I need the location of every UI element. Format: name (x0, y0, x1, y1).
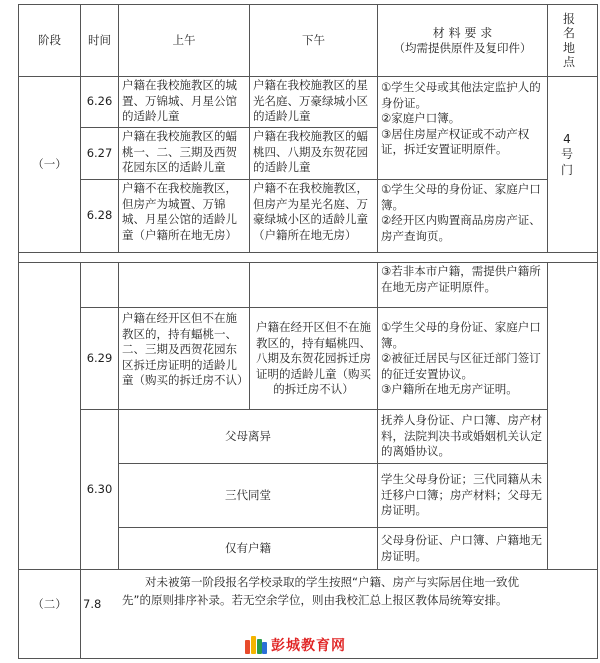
header-materials-title: 材 料 要 求 (432, 25, 493, 40)
stage2-text: 对未被第一阶段报名学校录取的学生按照“户籍、房产与实际居住地一致优先”的原则排序补录。若无空余学位，则由我校汇总上报区教体局统筹安排。 (122, 575, 519, 607)
stage1-row2-date: 6.27 (86, 145, 113, 160)
books-icon (245, 636, 267, 654)
stage1-row3-morning: 户籍不在我校施教区，但房产为城置、万锦城、月星公馆的适龄儿童（户籍所在地无房） (122, 181, 237, 242)
row630-category-2: 三代同堂 (225, 487, 271, 502)
row629-morning: 户籍在经开区但不在施教区的，持有蝠桃一、二、三期及西贺花园东区拆迁房证明的适龄儿童（购买的拆迁房不认） (122, 311, 249, 388)
header-time: 时间 (88, 32, 111, 47)
stage1-row2-afternoon: 户籍在我校施教区的蝠桃四、八期及东贺花园的适龄儿童 (253, 129, 368, 175)
row630-category-1: 父母离异 (225, 428, 271, 443)
row630-category-3: 仅有户籍 (225, 540, 271, 555)
stage1-row1-afternoon: 户籍在我校施教区的星光名庭、万豪绿城小区的适龄儿童 (253, 78, 368, 124)
stage1-label: （一） (32, 156, 67, 171)
header-location: 报名地点 (562, 11, 575, 69)
row630-materials-1: 抚养人身份证、户口簿、房产材料，法院判决书或婚姻机关认定的离婚协议。 (381, 413, 542, 459)
header-morning: 上午 (172, 32, 196, 47)
stage1-materials-a: ①学生父母或其他法定监护人的身份证。 ②家庭户口簿。 ③居住房屋产权证或不动产权证，拆迁安置证明原件。 (381, 80, 541, 157)
header-materials (378, 5, 547, 76)
header-afternoon: 下午 (302, 32, 325, 47)
stage1-row1-morning: 户籍在我校施教区的城置、万锦城、月星公馆的适龄儿童 (122, 78, 237, 124)
header-materials-note: （均需提供原件及复印件） (393, 40, 532, 55)
stage1-materials-b: ①学生父母的身份证、家庭户口簿。 ②经开区内购置商品房房产证、房产查询页。 (381, 182, 541, 243)
stage1-location: 4号门 (560, 131, 573, 177)
row630-materials-3: 父母身份证、户口簿、户籍地无房证明。 (381, 532, 542, 563)
header-stage: 阶段 (38, 32, 61, 47)
continued-materials: ③若非本市户籍，需提供户籍所在地无房产证明原件。 (381, 264, 541, 294)
stage1-row3-afternoon: 户籍不在我校施教区，但房产为星光名庭、万豪绿城小区的适龄儿童 （户籍所在地无房） (253, 181, 368, 242)
stage2-label: （二） (32, 597, 67, 612)
row630-date: 6.30 (86, 481, 113, 496)
stage1-row1-date: 6.26 (86, 94, 113, 109)
footer-logo-text: 彭城教育网 (271, 638, 346, 654)
stage2-date: 7.8 (83, 597, 102, 612)
footer-logo (245, 633, 373, 657)
row629-date: 6.29 (86, 350, 113, 365)
stage1-row2-morning: 户籍在我校施教区的蝠桃一、二、三期及西贺花园东区的适龄儿童 (122, 129, 237, 175)
row630-materials-2: 学生父母身份证；三代同籍从未迁移户口簿；房产材料；父母无房证明。 (381, 472, 542, 518)
row629-materials: ①学生父母的身份证、家庭户口簿。 ②被征迁居民与区征迁部门签订的征迁安置协议。 ③户籍所在地无房产证明。 (381, 320, 541, 397)
stage1-row3-date: 6.28 (86, 208, 113, 223)
row629-afternoon: 户籍在经开区但不在施教区的，持有蝠桃四、八期及东贺花园拆迁房证明的适龄儿童（购买的拆迁房不认） (256, 320, 371, 397)
